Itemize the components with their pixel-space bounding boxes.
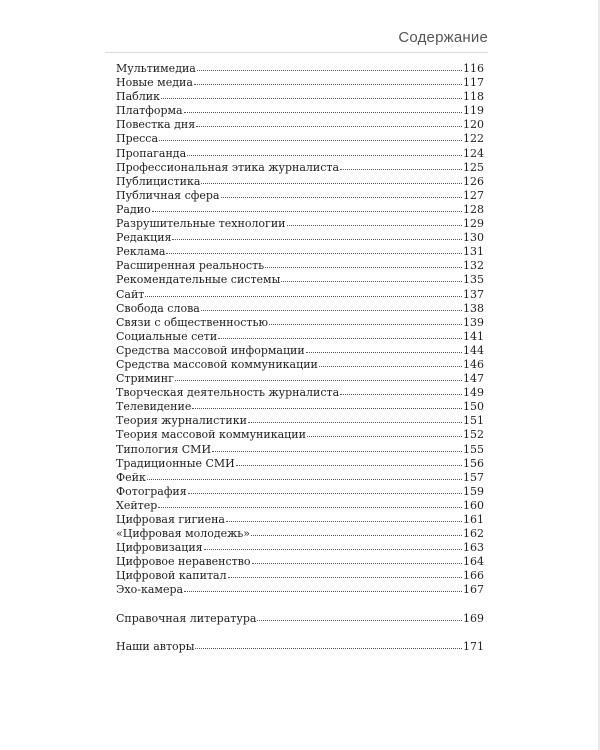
dot-leader [161, 89, 462, 99]
toc-entry-label: Социальные сети [116, 329, 218, 343]
toc-entry-label: Средства массовой информации [116, 343, 305, 357]
toc-entry-label: Расширенная реальность [116, 259, 265, 273]
toc-entry-page-number: 171 [463, 639, 484, 653]
toc-entry-label: Платформа [116, 104, 183, 118]
toc-row[interactable] [116, 217, 484, 231]
toc-entry-label: Цифровой капитал [116, 569, 227, 583]
toc-row[interactable] [116, 302, 484, 316]
toc-entry-label: Редакция [116, 231, 172, 245]
toc-entry-page-number: 119 [463, 104, 484, 118]
dot-leader [187, 146, 462, 156]
toc-entry-page-number: 144 [463, 343, 484, 357]
toc-entry-page-number: 161 [463, 513, 484, 526]
dot-leader [218, 329, 462, 339]
toc-entry-page-number: 164 [463, 555, 484, 569]
toc-row[interactable] [116, 344, 484, 358]
toc-entry-label: Пресса [116, 132, 159, 146]
toc-row[interactable] [116, 386, 484, 400]
toc-entry-label: Фотография [116, 484, 187, 498]
dot-leader [236, 456, 462, 466]
toc-entry-page-number: 117 [463, 76, 484, 90]
toc-entry-page-number: 132 [463, 259, 484, 273]
toc-row[interactable] [116, 62, 484, 76]
toc-entry-label: Сайт [116, 287, 145, 301]
toc-row[interactable] [116, 527, 484, 541]
page-header-title: Содержание [398, 29, 488, 46]
dot-leader [194, 75, 462, 85]
toc-row[interactable] [116, 203, 484, 217]
toc-appendix-literature [116, 612, 484, 626]
toc-entry-page-number: 166 [463, 569, 484, 583]
toc-entry-label: Эхо-камера [116, 583, 184, 597]
toc-row[interactable] [116, 428, 484, 442]
toc-row[interactable] [116, 288, 484, 302]
toc-row[interactable] [116, 400, 484, 414]
toc-appendix-authors [116, 640, 484, 654]
dot-leader [287, 216, 463, 226]
toc-entry-label: Публицистика [116, 174, 201, 188]
toc-row[interactable] [116, 372, 484, 386]
toc-entry-label: Цифровизация [116, 541, 203, 555]
toc-row[interactable] [116, 245, 484, 259]
dot-leader [166, 244, 462, 254]
toc-row[interactable] [116, 541, 484, 555]
toc-entry-label: Паблик [116, 90, 160, 104]
dot-leader [145, 287, 462, 297]
toc-row[interactable] [116, 273, 484, 287]
dot-leader [307, 427, 462, 437]
toc-entry-label: Новые медиа [116, 76, 193, 90]
toc-entry-label: Типология СМИ [116, 442, 212, 456]
table-of-contents [116, 62, 484, 654]
toc-entry-page-number: 169 [463, 611, 484, 625]
toc-entry-page-number: 147 [463, 372, 484, 386]
toc-row[interactable] [116, 612, 484, 626]
toc-row[interactable] [116, 90, 484, 104]
dot-leader [192, 399, 462, 409]
dot-leader [195, 639, 462, 649]
toc-entry-page-number: 116 [463, 62, 484, 75]
header-rule [105, 52, 488, 53]
dot-leader [184, 582, 462, 592]
toc-entry-page-number: 151 [463, 414, 484, 428]
toc-gap [116, 598, 484, 612]
toc-entry-label: Творческая деятельность журналиста [116, 386, 340, 400]
toc-row[interactable] [116, 330, 484, 344]
toc-entries [116, 62, 484, 598]
toc-entry-page-number: 155 [463, 442, 484, 456]
dot-leader [158, 498, 462, 508]
toc-row[interactable] [116, 443, 484, 457]
toc-entry-page-number: 146 [463, 357, 484, 371]
toc-row[interactable] [116, 499, 484, 513]
dot-leader [196, 117, 462, 127]
toc-entry-page-number: 126 [463, 174, 484, 188]
toc-entry-label: Средства массовой коммуникации [116, 357, 318, 371]
toc-row[interactable] [116, 485, 484, 499]
toc-entry-label: Хейтер [116, 498, 158, 512]
toc-entry-label: Телевидение [116, 400, 192, 414]
toc-entry-label: Рекомендательные системы [116, 273, 281, 287]
toc-entry-label: Справочная литература [116, 611, 257, 625]
toc-entry-page-number: 156 [463, 456, 484, 470]
toc-entry-page-number: 137 [463, 287, 484, 301]
toc-entry-page-number: 125 [463, 160, 484, 174]
toc-row[interactable] [116, 513, 484, 527]
dot-leader [184, 103, 462, 113]
toc-entry-page-number: 149 [463, 386, 484, 400]
toc-row[interactable] [116, 132, 484, 146]
toc-entry-label: Теория массовой коммуникации [116, 428, 306, 442]
toc-row[interactable] [116, 161, 484, 175]
dot-leader [306, 343, 462, 353]
dot-leader [319, 357, 462, 367]
toc-row[interactable] [116, 189, 484, 203]
toc-row[interactable] [116, 316, 484, 330]
toc-entry-label: Повестка дня [116, 118, 196, 132]
dot-leader [226, 512, 462, 522]
dot-leader [201, 174, 462, 184]
toc-entry-page-number: 167 [463, 583, 484, 597]
toc-entry-page-number: 157 [463, 470, 484, 484]
toc-entry-page-number: 138 [463, 301, 484, 315]
dot-leader [340, 385, 462, 395]
toc-row[interactable] [116, 457, 484, 471]
dot-leader [252, 554, 462, 564]
dot-leader [159, 131, 462, 141]
toc-entry-label: Радио [116, 202, 151, 216]
toc-entry-label: Профессиональная этика журналиста [116, 160, 339, 174]
dot-leader [221, 188, 463, 198]
toc-row[interactable] [116, 118, 484, 132]
dot-leader [204, 540, 462, 550]
dot-leader [251, 526, 462, 536]
toc-entry-label: Реклама [116, 245, 166, 259]
toc-entry-page-number: 129 [463, 217, 484, 231]
dot-leader [281, 272, 462, 282]
toc-row[interactable] [116, 231, 484, 245]
dot-leader [197, 61, 462, 71]
toc-entry-page-number: 118 [463, 90, 484, 104]
dot-leader [269, 315, 462, 325]
dot-leader [228, 568, 462, 578]
toc-entry-label: Цифровая гигиена [116, 513, 225, 526]
toc-entry-label: Теория журналистики [116, 414, 247, 428]
toc-entry-label: Свобода слова [116, 301, 200, 315]
toc-row[interactable] [116, 259, 484, 273]
toc-entry-label: Традиционные СМИ [116, 456, 235, 470]
toc-row[interactable] [116, 76, 484, 90]
toc-row[interactable] [116, 358, 484, 372]
dot-leader [265, 258, 462, 268]
toc-entry-page-number: 159 [463, 484, 484, 498]
toc-gap [116, 626, 484, 640]
toc-entry-page-number: 124 [463, 146, 484, 160]
toc-entry-label: Наши авторы [116, 639, 195, 653]
toc-row[interactable] [116, 640, 484, 654]
toc-entry-label: Связи с общественностью [116, 315, 269, 329]
toc-row[interactable] [116, 583, 484, 597]
toc-entry-page-number: 127 [463, 188, 484, 202]
dot-leader [172, 230, 462, 240]
toc-entry-page-number: 141 [463, 329, 484, 343]
dot-leader [147, 470, 462, 480]
toc-entry-label: Публичная сфера [116, 188, 220, 202]
toc-entry-page-number: 139 [463, 315, 484, 329]
toc-entry-page-number: 120 [463, 118, 484, 132]
toc-entry-page-number: 131 [463, 245, 484, 259]
toc-entry-page-number: 128 [463, 202, 484, 216]
toc-entry-label: Разрушительные технологии [116, 217, 286, 231]
dot-leader [201, 301, 462, 311]
toc-row[interactable] [116, 104, 484, 118]
toc-entry-label: Цифровое неравенство [116, 555, 251, 569]
toc-row[interactable] [116, 555, 484, 569]
toc-row[interactable] [116, 471, 484, 485]
toc-entry-label: Стриминг [116, 372, 174, 386]
toc-entry-page-number: 152 [463, 428, 484, 442]
dot-leader [212, 442, 462, 452]
toc-entry-page-number: 135 [463, 273, 484, 287]
toc-row[interactable] [116, 569, 484, 583]
toc-entry-page-number: 150 [463, 400, 484, 414]
dot-leader [257, 611, 462, 621]
dot-leader [175, 371, 462, 381]
toc-entry-page-number: 160 [463, 498, 484, 512]
dot-leader [152, 202, 462, 212]
toc-entry-label: Мультимедиа [116, 62, 196, 75]
toc-entry-label: «Цифровая молодежь» [116, 527, 251, 541]
toc-entry-page-number: 162 [463, 527, 484, 541]
toc-entry-page-number: 122 [463, 132, 484, 146]
toc-row[interactable] [116, 175, 484, 189]
toc-row[interactable] [116, 414, 484, 428]
toc-entry-label: Пропаганда [116, 146, 187, 160]
dot-leader [340, 160, 462, 170]
toc-entry-label: Фейк [116, 470, 146, 484]
toc-entry-page-number: 130 [463, 231, 484, 245]
dot-leader [188, 484, 462, 494]
dot-leader [248, 413, 462, 423]
toc-row[interactable] [116, 147, 484, 161]
toc-entry-page-number: 163 [463, 541, 484, 555]
